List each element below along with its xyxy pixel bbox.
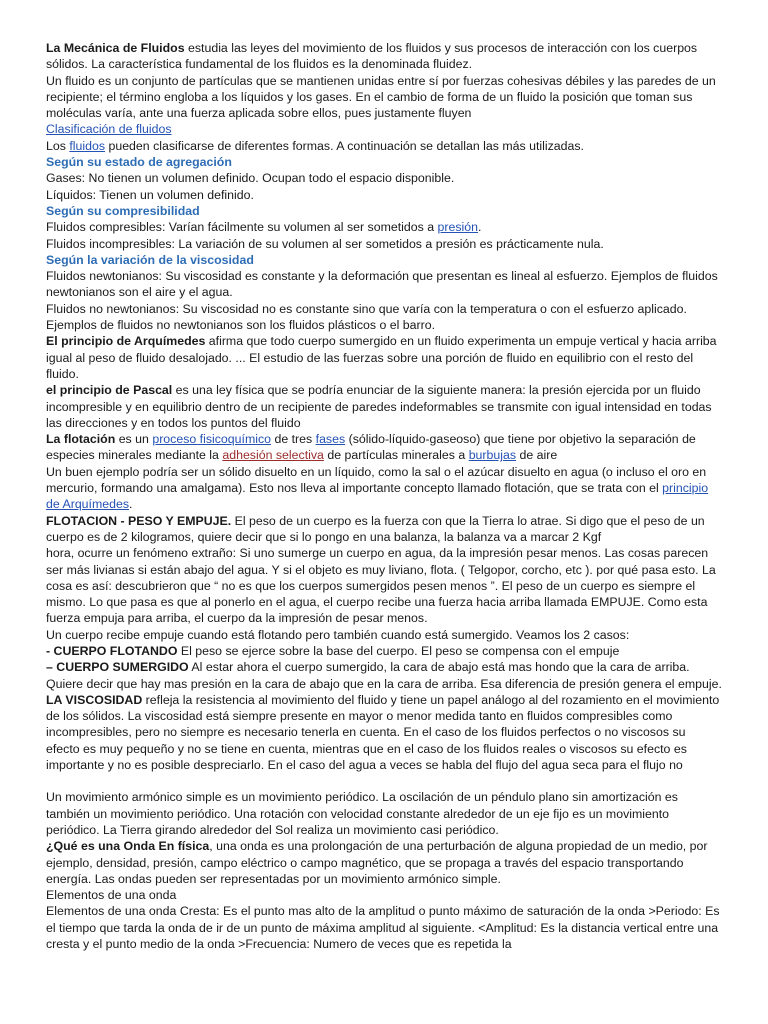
incompresibles-line: Fluidos incompresibles: La variación de su volumen al ser sometidos a presión es prácticamente nula. <box>46 236 604 251</box>
term-viscosidad: LA VISCOSIDAD <box>46 692 143 707</box>
intro-text: estudia las leyes del movimiento de los fluidos y sus procesos de interacción con los cuerpos sólidos. La característica fundamental de los fluidos es la denominada fluidez. <box>46 41 698 72</box>
text-segment: de aire <box>516 448 558 463</box>
cuerpo-sumergido-paragraph <box>46 659 722 692</box>
text-segment: . <box>129 497 133 512</box>
heading-agregacion: Según su estado de agregación <box>46 155 232 170</box>
text-segment: El peso se ejerce sobre la base del cuerpo. El peso se compensa con el empuje <box>177 643 620 658</box>
text-segment: de tres <box>271 432 316 447</box>
term-pascal: el principio de Pascal <box>46 383 173 398</box>
blank-line <box>46 773 722 789</box>
term-mecanica-fluidos: La Mecánica de Fluidos <box>46 41 185 55</box>
text-segment: es una ley física que se podría enunciar de la siguiente manera: la presión ejercida por un fluido incompresible y en equilibrio dentro de un recipiente de paredes indeformables se transmite con igual intensidad en todas las direcciones y en todos los puntos del fluido <box>46 383 712 430</box>
text-segment: El peso de un cuerpo es la fuerza con que la Tierra lo atrae. Si digo que el peso de un cuerpo es de 2 kilogramos, quiere decir que si lo pongo en una balanza, la balanza va a marcar 2 Kgf <box>46 513 705 544</box>
term-cuerpo-flotando: - CUERPO FLOTANDO <box>46 643 178 658</box>
text-segment: de partículas minerales a <box>323 448 469 463</box>
pascal-paragraph <box>46 382 722 431</box>
term-flotacion: La flotación <box>46 432 116 447</box>
newtonianos-line: Fluidos newtonianos: Su viscosidad es constante y la deformación que presentan es lineal al esfuerzo. Ejemplos de fluidos newtonianos son el aire y el agua. <box>46 269 718 300</box>
flotacion-paragraph <box>46 431 722 464</box>
text-segment: Fluidos compresibles: Varían fácilmente su volumen al ser sometidos a <box>46 220 438 235</box>
text-segment: afirma que todo cuerpo sumergido en un fluido experimenta un empuje vertical y hacia arriba igual al peso de fluido desalojado. ... El estudio de las fuerzas sobre una porción de fluido en equilibrio con el resto del fluido. <box>46 334 717 381</box>
elementos-paragraph: Elementos de una onda Cresta: Es el punto mas alto de la amplitud o punto máximo de saturación de la onda >Periodo: Es el tiempo que tarda la onda de ir de un punto de máxima amplitud al siguiente. <Amplitud: Es la distancia vertical entre una cresta y el punto medio de la onda >Frecuencia: Numero de veces que es repetida la <box>46 904 720 952</box>
text-segment: Un movimiento armónico simple es un movimiento periódico <box>46 790 376 805</box>
link-proceso-fisicoquimico[interactable]: proceso fisicoquímico <box>152 432 272 447</box>
text-segment: Un buen ejemplo podría ser un sólido disuelto en un líquido, como la sal o el azúcar disuelto en agua (o incluso el oro en mercurio, formando una amalgama). Esto nos lleva al importante concepto llamado flotación, que se trata con el <box>46 464 707 496</box>
cuerpo-flotando-line <box>46 643 722 659</box>
elementos-heading: Elementos de una onda <box>46 888 177 903</box>
arquimedes-paragraph <box>46 333 722 382</box>
peso-empuje-paragraph <box>46 513 722 546</box>
text-segment: refleja la resistencia al movimiento del fluido y tiene un papel análogo al del rozamiento en el movimiento de los sólidos. La viscosidad está siempre presente en mayor o menor medida tanto en fluidos compresibles como incompresibles, pero no siempre es necesario tenerla en cuenta. En el caso de los fluidos perfectos o no viscosos su efecto es muy pequeño y no se tiene en cuenta, mientras que en el caso de los fluidos reales o viscosos su efecto es importante y no es posible despreciarlo. En el caso del agua a veces se habla del flujo del agua seca para el flujo no <box>46 692 720 773</box>
link-principio-arquimedes[interactable]: principio de Arquímedes <box>46 481 709 512</box>
clasificacion-paragraph <box>46 138 722 154</box>
link-fases[interactable]: fases <box>315 432 346 447</box>
text-segment: (sólido-líquido-gaseoso) que tiene por objetivo la separación de especies minerales mediante la <box>46 432 696 463</box>
term-onda: ¿Qué es una Onda En física <box>46 839 210 854</box>
heading-clasificacion[interactable] <box>46 121 722 137</box>
heading-compresibilidad: Según su compresibilidad <box>46 203 200 218</box>
compresibles-line <box>46 219 722 235</box>
fluido-definition: Un fluido es un conjunto de partículas que se mantienen unidas entre sí por fuerzas cohesivas débiles y las paredes de un recipiente; el término engloba a los líquidos y los gases. En el cambio de forma de un fluido la posición que toman sus moléculas varía, ante una fuerza aplicada sobre ellos, pues justamente fluyen <box>46 73 716 121</box>
text-segment: pueden clasificarse de diferentes formas. A continuación se detallan las más utilizadas. <box>105 138 584 153</box>
text-segment: Los <box>46 138 70 153</box>
term-flotacion-peso-empuje: FLOTACION - PESO Y EMPUJE. <box>46 513 232 528</box>
text-segment: . <box>478 220 482 235</box>
viscosidad-paragraph <box>46 692 722 773</box>
no-newtonianos-line: Fluidos no newtonianos: Su viscosidad no es constante sino que varía con la temperatura o con el esfuerzo aplicado. Ejemplos de fluidos no newtonianos son los fluidos plásticos o el barro. <box>46 301 687 333</box>
link-clasificacion-fluidos[interactable]: Clasificación de fluidos <box>46 122 172 137</box>
mas-paragraph <box>46 789 722 838</box>
term-arquimedes: El principio de Arquímedes <box>46 334 206 349</box>
link-adhesion-selectiva[interactable]: adhesión selectiva <box>222 448 324 463</box>
text-segment: Al estar ahora el cuerpo sumergido, la cara de abajo está mas hondo que la cara de arriba. Quiere decir que hay mas presión en la cara de abajo que en la cara de arriba. Esa diferencia de presión genera el empuje. <box>46 660 722 691</box>
fenomeno-paragraph: hora, ocurre un fenómeno extraño: Si uno sumerge un cuerpo en agua, da la impresión pesar menos. Las cosas parecen ser más livianas si están abajo del agua. Y si el objeto es muy liviano, flota. ( Telgopor, corcho, etc ). por qué pasa esto. La cosa es así: descubrieron que “ no es que los cuerpos sumergidos pesen menos ”. El peso de un cuerpo es siempre el mismo. Lo que pasa es que al ponerlo en el agua, el cuerpo recibe una fuerza hacia arriba llamada EMPUJE. Como esta fuerza empuja para arriba, el cuerpo da la impresión de pesar menos. <box>46 546 716 626</box>
intro-paragraph <box>46 40 722 73</box>
link-presion[interactable]: presión <box>437 220 479 235</box>
document-page <box>46 40 722 952</box>
text-segment: , una onda es una prolongación de una perturbación de alguna propiedad de un medio, por ejemplo, densidad, presión, campo eléctrico o campo magnético, que se propaga a través del espacio transportando energía. Las ondas pueden ser representadas por un movimiento armónico simple. <box>46 839 708 886</box>
link-fluidos[interactable]: fluidos <box>69 138 106 153</box>
onda-paragraph <box>46 838 722 887</box>
link-burbujas[interactable]: burbujas <box>468 448 517 463</box>
casos-line: Un cuerpo recibe empuje cuando está flotando pero también cuando está sumergido. Veamos los 2 casos: <box>46 627 630 642</box>
liquidos-line: Líquidos: Tienen un volumen definido. <box>46 187 254 202</box>
term-cuerpo-sumergido: – CUERPO SUMERGIDO <box>46 660 189 675</box>
heading-viscosidad: Según la variación de la viscosidad <box>46 252 254 267</box>
text-segment: . La oscilación de un péndulo plano sin amortización es también un movimiento periódico. Una rotación con velocidad constante alrededor de un eje fijo es un movimiento periódico. La Tierra girando alrededor del Sol realiza un movimiento casi periódico. <box>46 790 678 837</box>
ejemplo-paragraph <box>46 464 722 513</box>
gases-line: Gases: No tienen un volumen definido. Ocupan todo el espacio disponible. <box>46 171 455 186</box>
text-segment: es un <box>115 432 153 447</box>
